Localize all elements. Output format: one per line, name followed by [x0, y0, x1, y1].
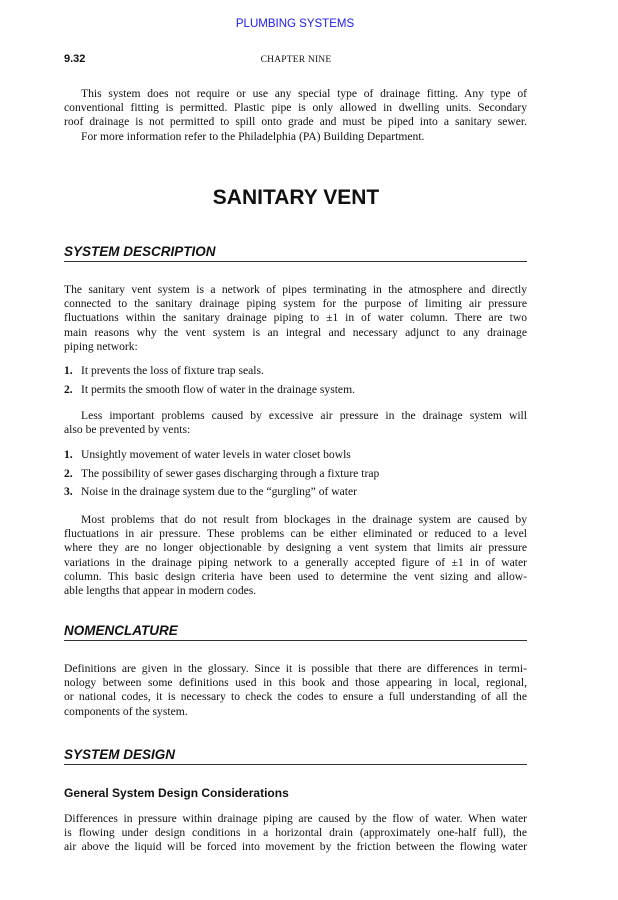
intro-paragraph	[64, 87, 527, 130]
text-line: Differences in pressure within drainage piping are caused by the flow of water. When water	[64, 812, 527, 825]
chapter-label: CHAPTER NINE	[260, 55, 332, 65]
text-line: connected to the sanitary drainage piping system for the purpose of limiting air pressure	[64, 297, 527, 311]
text-line: Definitions are given in the glossary. Since it is possible that there are differences in termi-	[64, 662, 527, 675]
running-header: PLUMBING SYSTEMS	[235, 18, 355, 30]
list-item	[64, 485, 527, 504]
subheading: General System Design Considerations	[64, 786, 289, 800]
list-item	[64, 364, 527, 383]
text-line: This system does not require or use any special type of drainage fitting. Any type of	[81, 87, 527, 100]
section-heading: SYSTEM DESCRIPTION	[64, 244, 527, 262]
text-line: Most problems that do not result from blockages in the drainage system are caused by	[81, 513, 527, 526]
list-item	[64, 467, 527, 486]
text-line: main reasons why the vent system is an integral and necessary adjunct to any drainage	[64, 325, 527, 339]
text-line: conventional fitting is permitted. Plastic pipe is only allowed in dwelling units. Secondary	[64, 101, 527, 115]
text-line: fluctuations in air pressure. These problems can be either eliminated or reduced to a level	[64, 527, 527, 541]
paragraph	[64, 513, 527, 598]
page-title: SANITARY VENT	[212, 186, 380, 209]
text-line: is flowing under design conditions in a horizontal drain (approximately one-half full), the	[64, 826, 527, 840]
text-line: Less important problems caused by excessive air pressure in the drainage system will	[81, 409, 527, 422]
paragraph	[64, 409, 527, 437]
list-text: Unsightly movement of water levels in water closet bowls	[81, 448, 351, 461]
text-line: also be prevented by vents:	[64, 423, 191, 437]
text-line: or national codes, it is necessary to check the codes to ensure a full understanding of all the	[64, 690, 527, 704]
intro-paragraph	[64, 130, 527, 144]
section-heading: NOMENCLATURE	[64, 623, 527, 641]
page-number: 9.32	[64, 53, 86, 65]
list-number: 2.	[64, 466, 73, 480]
paragraph	[64, 812, 527, 855]
text-line: fluctuations within the sanitary drainage piping to ±1 in of water column. There are two	[64, 311, 527, 325]
list-item	[64, 448, 527, 467]
list-number: 1.	[64, 364, 73, 377]
text-line: where they are no longer objectionable by designing a vent system that limits air pressure	[64, 541, 527, 555]
list-text: It permits the smooth flow of water in the drainage system.	[81, 382, 355, 396]
numbered-list	[64, 364, 527, 401]
text-line: The sanitary vent system is a network of pipes terminating in the atmosphere and directly	[64, 283, 527, 296]
paragraph	[64, 662, 527, 719]
list-number: 3.	[64, 485, 73, 498]
text-line: column. This basic design criteria have been used to determine the vent sizing and allow-	[64, 569, 527, 583]
text-line: able lengths that appear in modern codes.	[64, 583, 257, 597]
text-line: piping network:	[64, 339, 138, 353]
text-line: For more information refer to the Philadelphia (PA) Building Department.	[81, 129, 425, 143]
list-text: Noise in the drainage system due to the “gurgling” of water	[81, 485, 358, 498]
list-item	[64, 383, 527, 402]
section-heading: SYSTEM DESIGN	[64, 747, 527, 765]
list-text: The possibility of sewer gases discharging through a fixture trap	[81, 466, 380, 480]
text-line: roof drainage is not permitted to spill onto grade and must be piped into a sanitary sewer.	[64, 115, 527, 129]
text-line: components of the system.	[64, 704, 188, 718]
text-line: variations in the drainage piping network to a generally accepted figure of ±1 in of water	[64, 555, 527, 569]
text-line: nology between some definitions used in this book and those appearing in local, regional,	[64, 676, 527, 690]
list-number: 1.	[64, 448, 73, 461]
text-line: air above the liquid will be forced into movement by the friction between the flowing water	[64, 840, 527, 854]
paragraph	[64, 283, 527, 354]
list-number: 2.	[64, 382, 73, 396]
numbered-list	[64, 448, 527, 504]
list-text: It prevents the loss of fixture trap seals.	[81, 364, 264, 377]
